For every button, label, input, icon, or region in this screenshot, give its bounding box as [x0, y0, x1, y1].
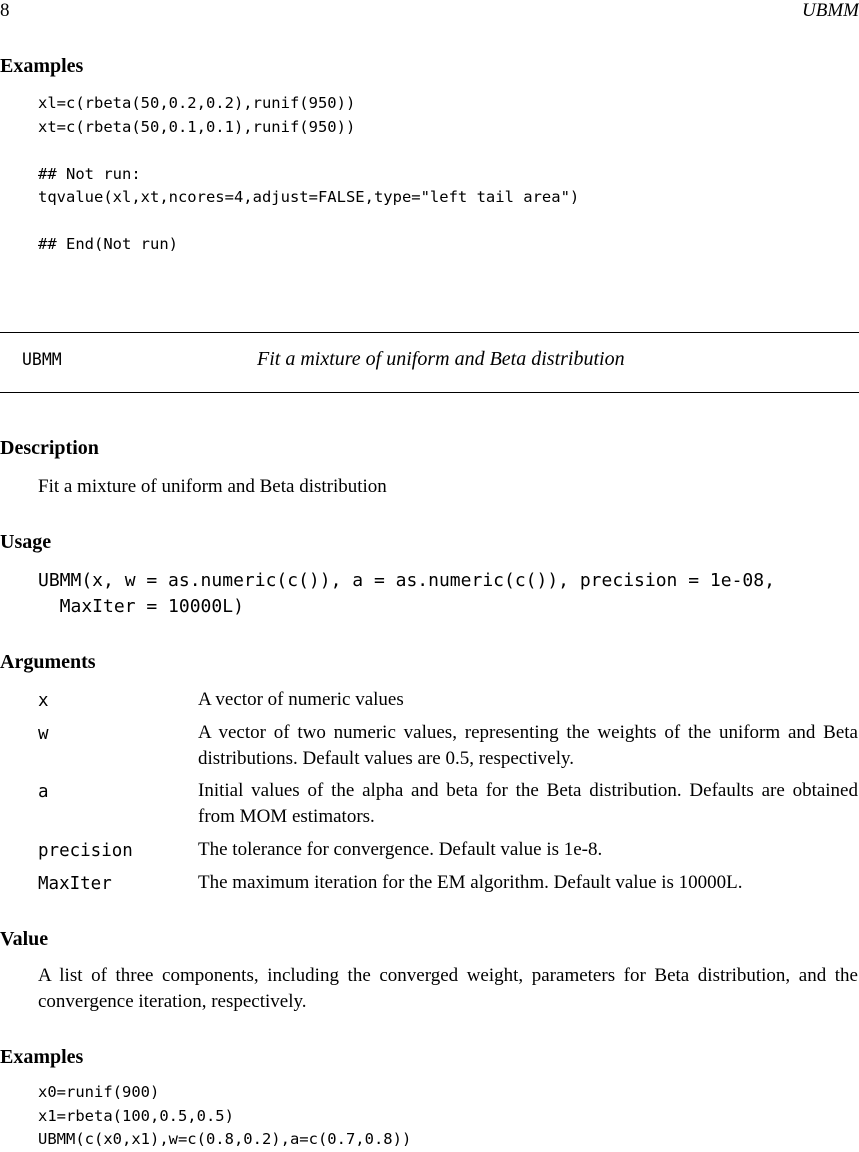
value-text: A list of three components, including the converged weight, parameters for Beta distribution, and the convergence iteration, respectively.	[38, 965, 858, 1012]
argument-name: a	[38, 782, 49, 802]
title-rule-top	[0, 332, 859, 333]
argument-description: A vector of two numeric values, representing the weights of the uniform and Beta distributions. Default values are 0.5, respectively.	[198, 722, 858, 769]
arguments-heading: Arguments	[0, 651, 96, 673]
running-title: UBMM	[802, 0, 859, 21]
examples-code-prev: xl=c(rbeta(50,0.2,0.2),runif(950)) xt=c(rbeta(50,0.1,0.1),runif(950)) ## Not run: tqvalue(xl,xt,ncores=4,adjust=FALSE,type="left tail area") ## End(Not run)	[38, 94, 580, 253]
description-text: Fit a mixture of uniform and Beta distribution	[38, 476, 387, 497]
function-name: UBMM	[22, 350, 62, 369]
argument-name: MaxIter	[38, 874, 112, 894]
function-title: Fit a mixture of uniform and Beta distribution	[257, 348, 625, 370]
value-heading: Value	[0, 928, 49, 950]
examples-heading-prev: Examples	[0, 55, 84, 77]
argument-name: x	[38, 691, 49, 711]
usage-heading: Usage	[0, 531, 52, 553]
page-number: 8	[0, 0, 10, 21]
argument-name: precision	[38, 841, 133, 861]
examples-heading: Examples	[0, 1046, 84, 1068]
description-heading: Description	[0, 437, 99, 459]
argument-name: w	[38, 724, 49, 744]
argument-description: A vector of numeric values	[198, 689, 404, 710]
argument-description: The tolerance for convergence. Default value is 1e-8.	[198, 839, 603, 860]
argument-description: Initial values of the alpha and beta for the Beta distribution. Defaults are obtained from MOM estimators.	[198, 780, 858, 827]
examples-code: x0=runif(900) x1=rbeta(100,0.5,0.5) UBMM(c(x0,x1),w=c(0.8,0.2),a=c(0.7,0.8))	[38, 1083, 412, 1148]
title-rule-bottom	[0, 392, 859, 393]
argument-description: The maximum iteration for the EM algorithm. Default value is 10000L.	[198, 872, 743, 893]
usage-code: UBMM(x, w = as.numeric(c()), a = as.numeric(c()), precision = 1e-08, MaxIter = 10000L)	[38, 570, 775, 617]
